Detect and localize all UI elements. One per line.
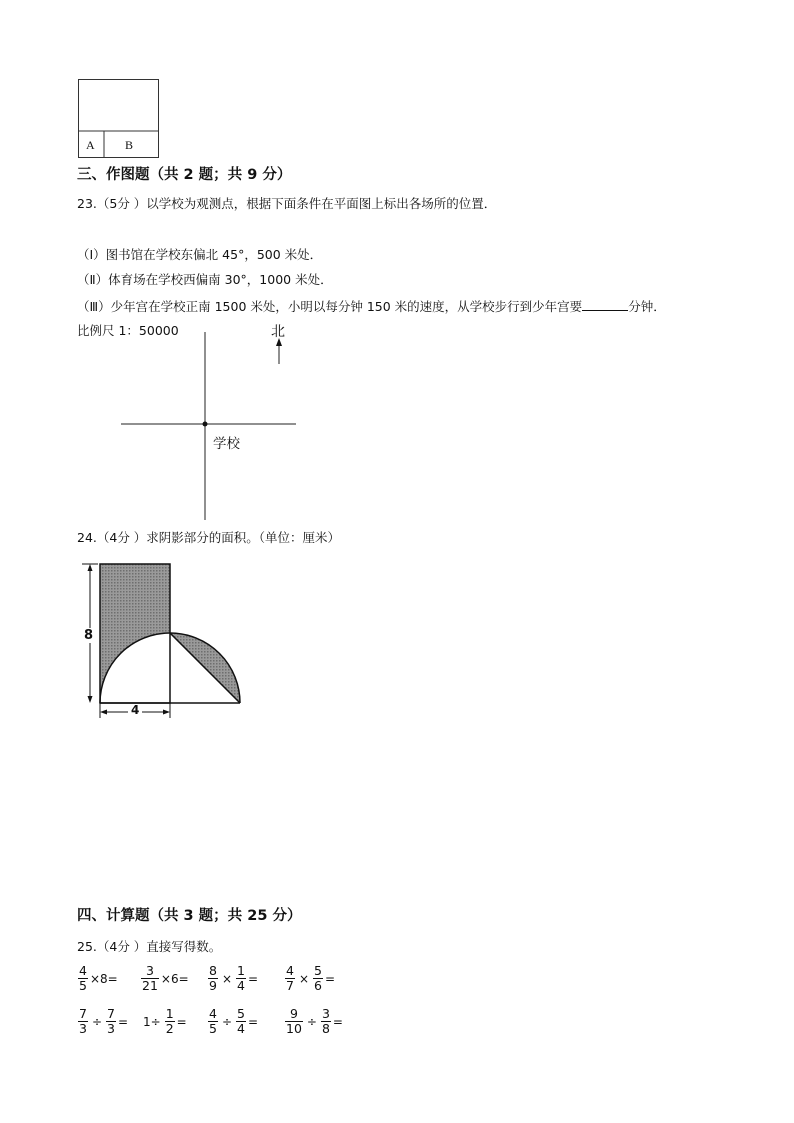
label-a: A — [86, 138, 95, 152]
fraction: $\frac{1}{2}$ — [165, 1006, 174, 1036]
expr-2-4: $\frac{9}{10}$ ÷ $\frac{3}{8}$ = — [286, 1006, 343, 1036]
fraction: $\frac{9}{10}$ — [286, 1006, 302, 1036]
compass-cross — [120, 320, 300, 522]
fraction: $\frac{4}{5}$ — [209, 1006, 217, 1036]
expr-2-2: 1÷ $\frac{1}{2}$ = — [143, 1006, 187, 1036]
school-label: 学校 — [213, 436, 240, 452]
q23-item3-tail: 分钟． — [628, 299, 666, 314]
q25-stem: 25.（4分 ）直接写得数。 — [77, 939, 222, 954]
q23-scale: 比例尺 1：50000 — [77, 323, 179, 338]
section3-heading: 三、作图题（共 2 题；共 9 分） — [77, 167, 292, 183]
label-b: B — [125, 138, 134, 152]
fraction: $\frac{5}{4}$ — [237, 1006, 245, 1036]
expr-1-2: $\frac{3}{21}$ ×6= — [142, 963, 189, 993]
width-label: 4 — [131, 703, 140, 717]
expr-1-4: $\frac{4}{7}$ × $\frac{5}{6}$ = — [286, 963, 336, 993]
q23-item3 — [77, 298, 666, 315]
expr-2-3: $\frac{4}{5}$ ÷ $\frac{5}{4}$ = — [209, 1006, 259, 1036]
expr-1-3: $\frac{8}{9}$ × $\frac{1}{4}$ = — [209, 963, 259, 993]
fraction: $\frac{4}{7}$ — [286, 963, 294, 993]
q24-stem: 24.（4分 ）求阴影部分的面积。（单位：厘米） — [77, 530, 341, 545]
fraction: $\frac{1}{4}$ — [237, 963, 245, 993]
fraction: $\frac{3}{21}$ — [142, 963, 158, 993]
fraction: $\frac{8}{9}$ — [209, 963, 217, 993]
north-label: 北 — [271, 324, 285, 340]
q23-stem: 23.（5分 ）以学校为观测点，根据下面条件在平面图上标出各场所的位置． — [77, 196, 497, 211]
q23-item2: （Ⅱ）体育场在学校西偏南 30°，1000 米处． — [77, 272, 333, 287]
expr-2-1: $\frac{7}{3}$ ÷ $\frac{7}{3}$ = — [79, 1006, 129, 1036]
fraction: $\frac{7}{3}$ — [79, 1006, 87, 1036]
fraction: $\frac{4}{5}$ — [79, 963, 87, 993]
fraction: $\frac{3}{8}$ — [321, 1006, 330, 1036]
shaded-area-diagram — [78, 558, 244, 720]
height-label: 8 — [84, 628, 94, 643]
top-figure — [78, 79, 158, 157]
fraction: $\frac{5}{6}$ — [314, 963, 322, 993]
q23-item1: （Ⅰ）图书馆在学校东偏北 45°，500 米处． — [77, 247, 323, 262]
q23-item3-text: （Ⅲ）少年宫在学校正南 1500 米处，小明以每分钟 150 米的速度，从学校步行到少年宫要 — [77, 299, 583, 314]
answer-blank[interactable] — [582, 298, 628, 311]
fraction: $\frac{7}{3}$ — [107, 1006, 115, 1036]
q23-map — [120, 320, 300, 522]
expr-1-1: $\frac{4}{5}$ ×8= — [79, 963, 118, 993]
q24-figure — [78, 558, 244, 720]
section4-heading: 四、计算题（共 3 题；共 25 分） — [77, 908, 302, 924]
